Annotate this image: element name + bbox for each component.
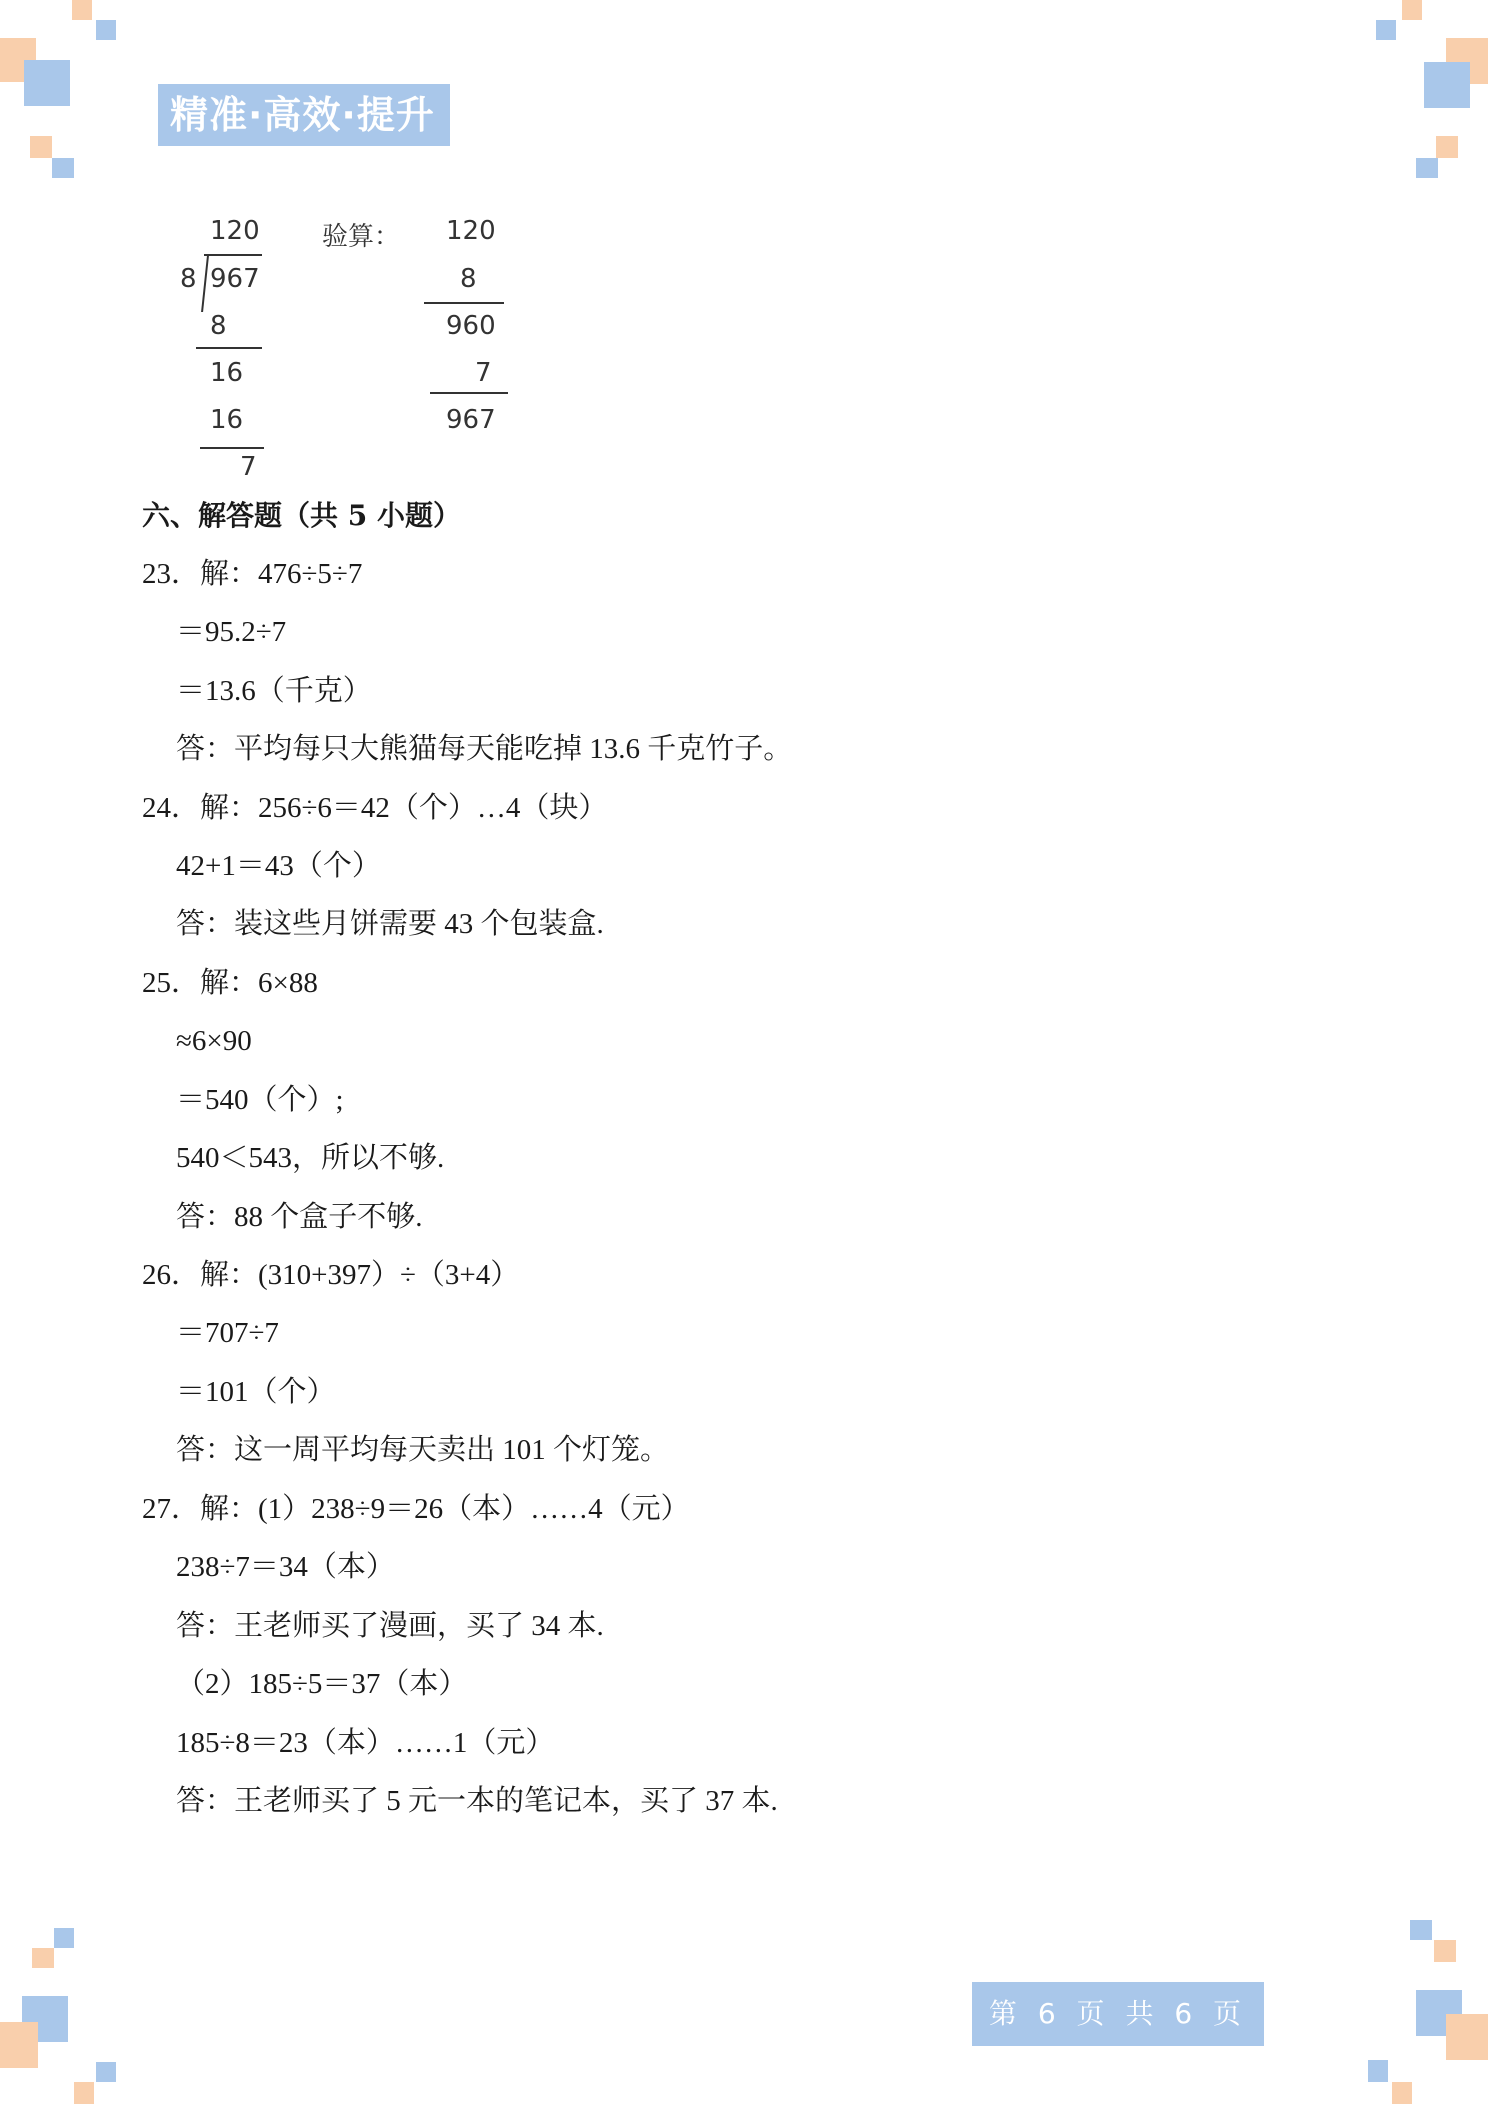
section-title: 六、解答题（共 5 小题） <box>142 499 461 532</box>
q25-line-3: ＝540（个）; <box>176 1084 344 1116</box>
q25-line-1: 25．解：6×88 <box>142 967 318 999</box>
check-product: 960 <box>446 311 496 341</box>
check-label: 验算： <box>322 222 401 252</box>
division-quotient: 120 <box>210 216 260 246</box>
division-bracket <box>201 256 209 312</box>
q27-answer-1: 答：王老师买了漫画，买了 34 本. <box>176 1610 604 1642</box>
q23-answer: 答：平均每只大熊猫每天能吃掉 13.6 千克竹子。 <box>176 733 793 765</box>
q25-line-4: 540＜543，所以不够. <box>176 1142 445 1174</box>
page-number: 第 6 页 共 6 页 <box>972 1982 1264 2046</box>
q25-answer: 答：88 个盒子不够. <box>176 1201 423 1233</box>
division-top-bar <box>204 254 262 256</box>
check-factor-b: 8 <box>460 264 477 294</box>
header-banner: 精准·高效·提升 <box>158 84 450 146</box>
division-rule-1 <box>196 347 262 349</box>
division-dividend: 967 <box>210 264 260 294</box>
division-step2: 16 <box>210 358 244 388</box>
q27-line-2: 238÷7＝34（本） <box>176 1551 395 1583</box>
q23-line-2: ＝95.2÷7 <box>176 616 287 648</box>
check-factor-a: 120 <box>446 216 496 246</box>
q24-answer: 答：装这些月饼需要 43 个包装盒. <box>176 908 604 940</box>
division-rule-2 <box>200 447 264 449</box>
q26-answer: 答：这一周平均每天卖出 101 个灯笼。 <box>176 1434 670 1466</box>
q25-line-2: ≈6×90 <box>176 1025 252 1057</box>
check-result: 967 <box>446 405 496 435</box>
q27-line-4: 185÷8＝23（本）……1（元） <box>176 1727 555 1759</box>
q26-line-2: ＝707÷7 <box>176 1317 279 1349</box>
check-rule-1 <box>424 302 504 304</box>
q24-line-1: 24．解：256÷6＝42（个）…4（块） <box>142 792 608 824</box>
division-step1: 8 <box>210 311 227 341</box>
check-addend: 7 <box>475 358 492 388</box>
division-remainder: 7 <box>240 452 257 482</box>
check-rule-2 <box>430 392 508 394</box>
q23-line-3: ＝13.6（千克） <box>176 675 372 707</box>
q27-answer-2: 答：王老师买了 5 元一本的笔记本，买了 37 本. <box>176 1785 778 1817</box>
q23-line-1: 23．解：476÷5÷7 <box>142 558 363 590</box>
q24-line-2: 42+1＝43（个） <box>176 850 381 882</box>
division-divisor: 8 <box>180 264 197 294</box>
division-step3: 16 <box>210 405 244 435</box>
q27-line-3: （2）185÷5＝37（本） <box>176 1668 468 1700</box>
q27-line-1: 27．解：(1）238÷9＝26（本）……4（元） <box>142 1493 690 1525</box>
q26-line-3: ＝101（个） <box>176 1376 336 1408</box>
q26-line-1: 26．解：(310+397）÷（3+4） <box>142 1259 520 1291</box>
